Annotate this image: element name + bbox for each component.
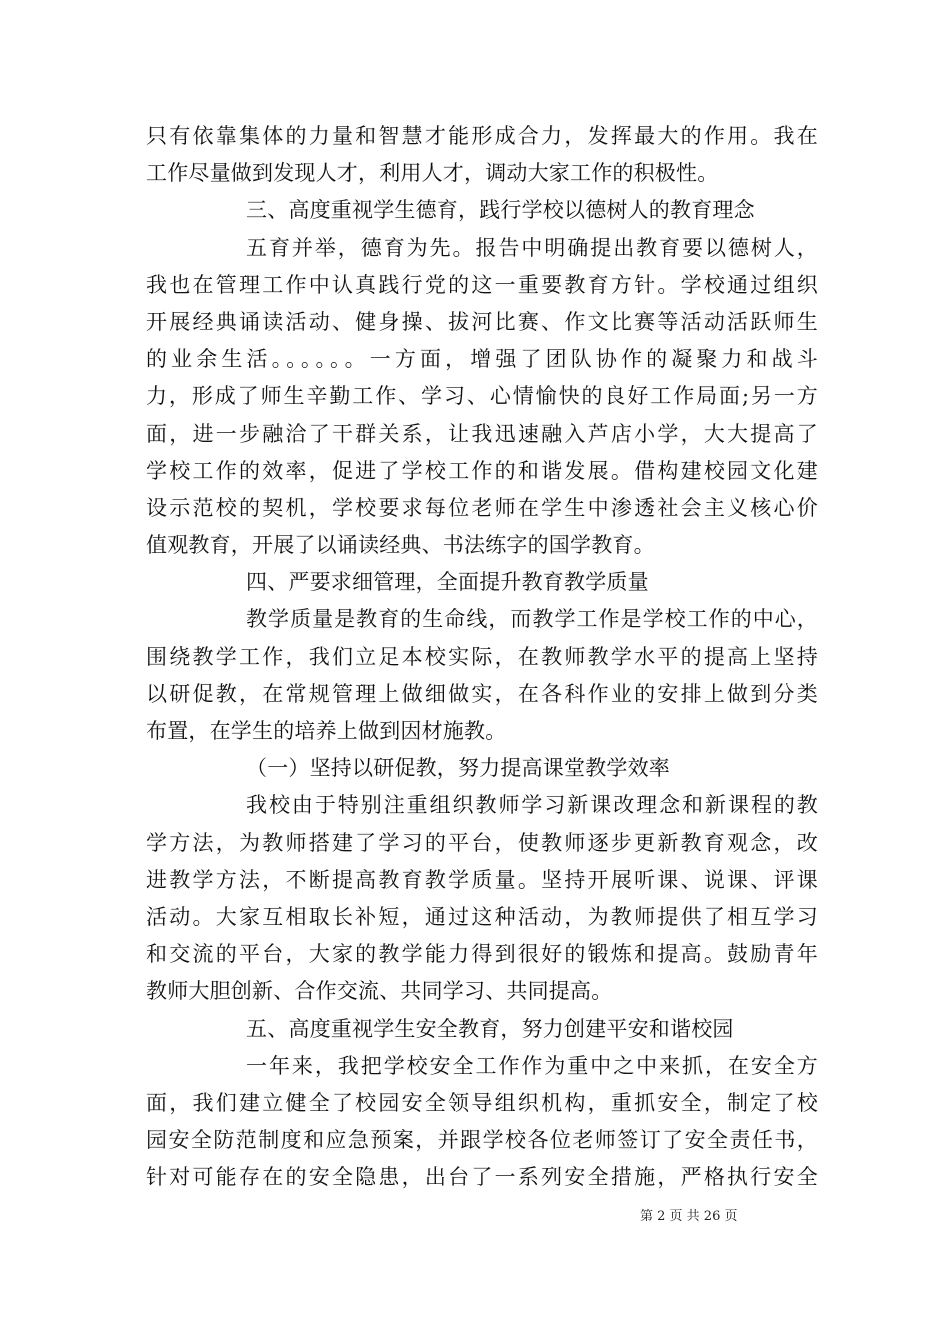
text-line: 面，我们建立健全了校园安全领导组织机构，重抓安全，制定了校: [146, 1090, 818, 1115]
text-line: 我校由于特别注重组织教师学习新课改理念和新课程的教: [246, 793, 818, 818]
text-line: 设示范校的契机，学校要求每位老师在学生中渗透社会主义核心价: [146, 495, 818, 520]
text-line: 教师大胆创新、合作交流、共同学习、共同提高。: [146, 979, 613, 1004]
text-line: 面，进一步融洽了干群关系，让我迅速融入芦店小学，大大提高了: [146, 421, 818, 446]
text-line: 园安全防范制度和应急预案，并跟学校各位老师签订了安全责任书，: [146, 1128, 818, 1153]
text-line: 开展经典诵读活动、健身操、拔河比赛、作文比赛等活动活跃师生: [146, 309, 818, 334]
section-heading: 三、高度重视学生德育，践行学校以德树人的教育理念: [246, 198, 755, 223]
text-line: 围绕教学工作，我们立足本校实际，在教师教学水平的提高上坚持: [146, 644, 818, 669]
text-line: 的业余生活。。。。。。一方面，增强了团队协作的凝聚力和战斗: [146, 347, 818, 372]
text-line: 只有依靠集体的力量和智慧才能形成合力，发挥最大的作用。我在: [146, 124, 818, 148]
text-line: 以研促教，在常规管理上做细做实，在各科作业的安排上做到分类: [146, 681, 818, 706]
text-line: 布置，在学生的培养上做到因材施教。: [146, 719, 507, 743]
text-line: 我也在管理工作中认真践行党的这一重要教育方针。学校通过组织: [146, 272, 818, 297]
text-line: 教学质量是教育的生命线，而教学工作是学校工作的中心，: [246, 607, 818, 632]
section-heading: 四、严要求细管理，全面提升教育教学质量: [246, 570, 649, 595]
text-line: 值观教育，开展了以诵读经典、书法练字的国学教育。: [146, 533, 655, 558]
text-line: 学校工作的效率，促进了学校工作的和谐发展。借构建校园文化建: [146, 458, 818, 483]
text-line: 五育并举，德育为先。报告中明确提出教育要以德树人，: [246, 235, 818, 260]
page-number: 第 2 页 共 26 页: [640, 1209, 738, 1224]
section-heading: 五、高度重视学生安全教育，努力创建平安和谐校园: [246, 1016, 734, 1041]
body-text: [146, 118, 818, 1196]
section-heading: （一）坚持以研促教，努力提高课堂教学效率: [246, 756, 670, 781]
text-line: 针对可能存在的安全隐患，出台了一系列安全措施，严格执行安全: [146, 1165, 818, 1190]
text-line: 活动。大家互相取长补短，通过这种活动，为教师提供了相互学习: [146, 904, 818, 929]
text-line: 工作尽量做到发现人才，利用人才，调动大家工作的积极性。: [146, 161, 719, 186]
text-line: 进教学方法，不断提高教育教学质量。坚持开展听课、说课、评课: [146, 867, 818, 892]
text-line: 力，形成了师生辛勤工作、学习、心情愉快的良好工作局面;另一方: [146, 384, 818, 409]
text-line: 学方法，为教师搭建了学习的平台，使教师逐步更新教育观念，改: [146, 830, 818, 855]
text-line: 一年来，我把学校安全工作作为重中之中来抓，在安全方: [246, 1053, 818, 1078]
text-line: 和交流的平台，大家的教学能力得到很好的锻炼和提高。鼓励青年: [146, 942, 818, 967]
